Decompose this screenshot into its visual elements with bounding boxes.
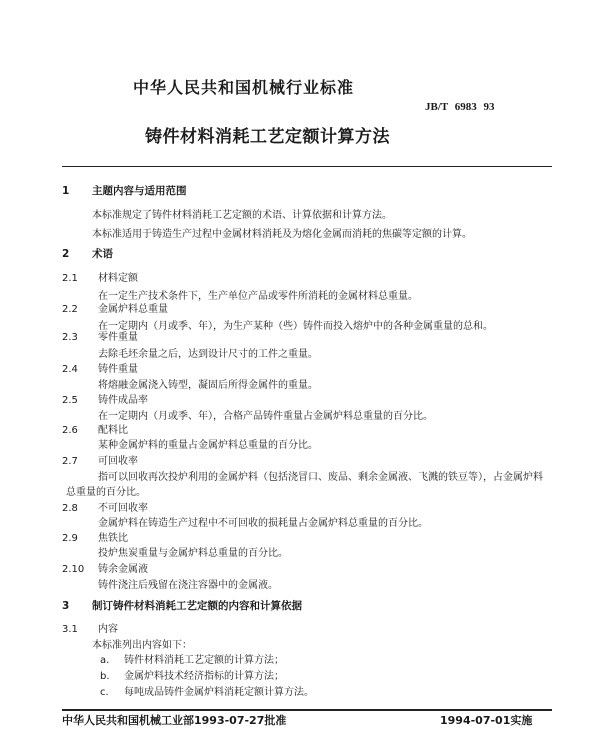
term-heading: 2.4 铸件重量	[62, 364, 138, 375]
term-definition: 铸件浇注后残留在浇注容器中的金属液。	[98, 580, 278, 591]
term-definition: 金属炉料在铸造生产过程中不可回收的损耗量占金属炉料总重量的百分比。	[98, 518, 428, 529]
term-definition: 在一定期内（月或季、年），合格产品铸件重量占金属炉料总重量的百分比。	[98, 411, 433, 422]
term-heading: 2.9 焦铁比	[62, 533, 128, 544]
term-heading: 2.8 不可回收率	[62, 503, 148, 514]
term-heading: 2.5 铸件成品率	[62, 395, 148, 406]
term-definition: 投炉焦炭重量与金属炉料总重量的百分比。	[98, 548, 288, 559]
scope-paragraph-2: 本标准适用于铸造生产过程中金属材料消耗及为熔化金属而消耗的焦碳等定额的计算。	[92, 229, 472, 240]
document-title: 铸件材料消耗工艺定额计算方法	[145, 127, 390, 147]
content-list-item: b. 金属炉料技术经济指标的计算方法；	[100, 671, 284, 682]
term-definition: 在一定生产技术条件下，生产单位产品或零件所消耗的金属材料总重量。	[98, 291, 418, 302]
standard-code: JB/T 6983 93	[425, 101, 495, 113]
term-heading: 2.2 金属炉料总重量	[62, 304, 168, 315]
content-list-item: c. 每吨成品铸件金属炉料消耗定额计算方法。	[100, 687, 314, 698]
term-heading: 2.3 零件重量	[62, 332, 138, 343]
scope-paragraph-1: 本标准规定了铸件材料消耗工艺定额的术语、计算依据和计算方法。	[92, 210, 392, 221]
header-divider	[62, 166, 552, 167]
term-definition: 指可以回收再次投炉利用的金属炉料（包括浇冒口、废品、剩余金属液、飞溅的铁豆等），占金属炉料	[98, 472, 543, 483]
standard-org-title: 中华人民共和国机械行业标准	[133, 78, 355, 97]
content-intro: 本标准列出内容如下：	[92, 640, 192, 651]
section-heading-3: 3 制订铸件材料消耗工艺定额的内容和计算依据	[62, 600, 302, 612]
term-heading: 2.6 配料比	[62, 425, 128, 436]
section-heading-2: 2 术语	[62, 248, 113, 260]
approval-date: 中华人民共和国机械工业部1993-07-27批准	[62, 714, 287, 727]
term-definition: 在一定期内（月或季、年），为生产某种（些）铸件而投入熔炉中的各种金属重量的总和。	[98, 321, 493, 332]
term-definition: 去除毛坯余量之后，达到设计尺寸的工件之重量。	[98, 349, 318, 360]
term-definition: 某种金属炉料的重量占金属炉料总重量的百分比。	[98, 440, 318, 451]
content-heading: 3.1 内容	[62, 624, 118, 635]
term-heading: 2.7 可回收率	[62, 456, 138, 467]
footer-divider	[62, 709, 552, 711]
term-heading: 2.1 材料定额	[62, 273, 138, 284]
term-definition-continued: 总重量的百分比。	[66, 487, 146, 498]
content-list-item: a. 铸件材料消耗工艺定额的计算方法；	[100, 655, 284, 666]
term-heading: 2.10 铸余金属液	[62, 564, 148, 575]
effective-date: 1994-07-01实施	[440, 714, 533, 727]
term-definition: 将熔融金属浇入铸型，凝固后所得金属件的重量。	[98, 380, 318, 391]
section-heading-1: 1 主题内容与适用范围	[62, 185, 187, 197]
